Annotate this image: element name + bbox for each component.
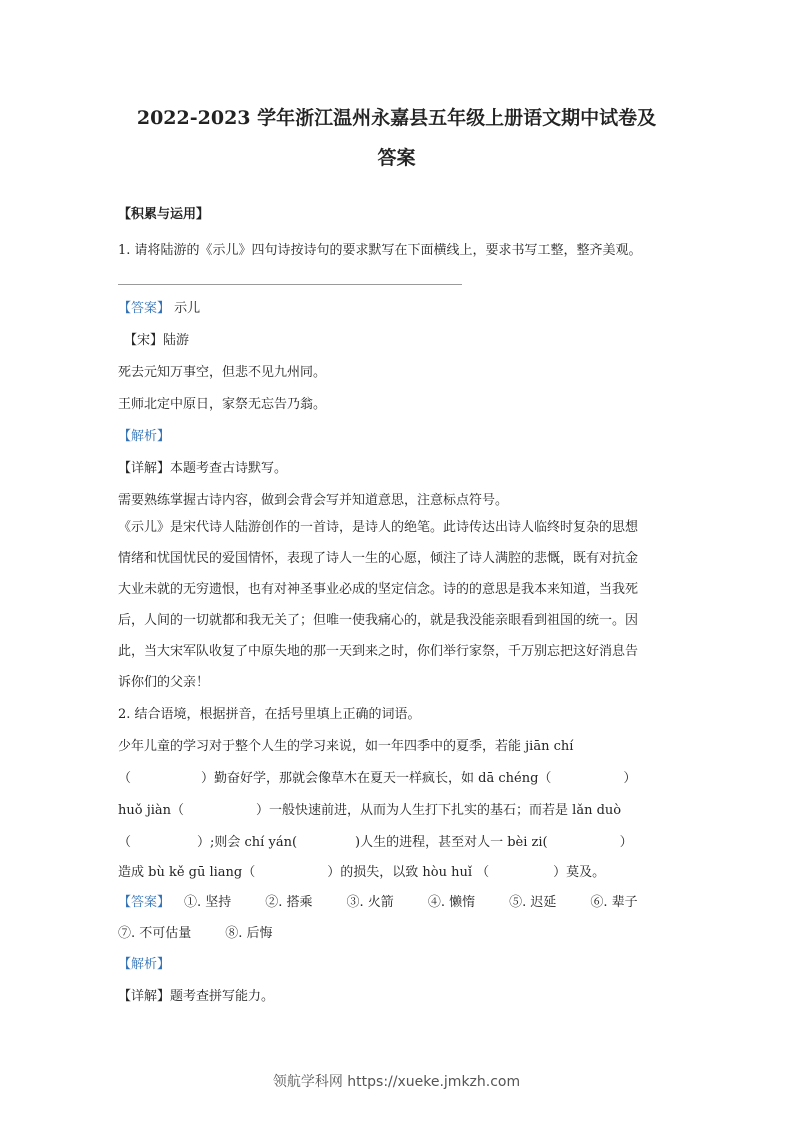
q1-note: 需要熟练掌握古诗内容，做到会背会写并知道意思，注意标点符号。 bbox=[118, 493, 509, 508]
document-title-line1: 2022-2023 学年浙江温州永嘉县五年级上册语文期中试卷及 bbox=[136, 107, 657, 129]
answer-tag: 【答案】 bbox=[118, 895, 171, 910]
section-heading: 【积累与运用】 bbox=[118, 207, 210, 222]
footer-watermark: 领航学科网 https://xueke.jmkzh.com bbox=[272, 1074, 521, 1090]
q2-answers-row bbox=[118, 893, 638, 913]
q2-passage-line: （ ）;则会 chí yán( )人生的进程，甚至对人一 bèi zi( ） bbox=[118, 835, 633, 850]
answer-poem-title: 示儿 bbox=[174, 301, 201, 316]
q2-answers-row bbox=[118, 924, 273, 944]
q1-detail: 【详解】本题考查古诗默写。 bbox=[118, 461, 288, 476]
answer-tag: 【答案】 bbox=[118, 301, 171, 316]
answer-item: ②. 搭乘 bbox=[265, 895, 313, 910]
answer-line bbox=[118, 284, 462, 285]
explain-line: 此，当大宋军队收复了中原失地的那一天到来之时，你们举行家祭，千万别忘把这好消息告 bbox=[118, 644, 639, 659]
answer-item: ⑥. 辈子 bbox=[590, 895, 638, 910]
explain-line: 诉你们的父亲！ bbox=[118, 675, 210, 690]
answer-item: ③. 火箭 bbox=[346, 895, 394, 910]
analysis-tag: 【解析】 bbox=[118, 429, 171, 444]
explain-line: 情绪和忧国忧民的爱国情怀，表现了诗人一生的心愿，倾注了诗人满腔的悲慨，既有对抗金 bbox=[118, 551, 639, 566]
question-2: 2. 结合语境，根据拼音，在括号里填上正确的词语。 bbox=[118, 707, 421, 722]
analysis-tag: 【解析】 bbox=[118, 957, 171, 972]
q1-answer bbox=[118, 299, 200, 319]
q2-passage-line: 少年儿童的学习对于整个人生的学习来说，如一年四季中的夏季，若能 jiān chí bbox=[118, 739, 574, 754]
poem-line-1: 死去元知万事空，但悲不见九州同。 bbox=[118, 365, 327, 380]
explain-line: 《示儿》是宋代诗人陆游创作的一首诗，是诗人的绝笔。此诗传达出诗人临终时复杂的思想 bbox=[118, 520, 639, 535]
q2-passage-line: huǒ jiàn（ ）一般快速前进，从而为人生打下扎实的基石；而若是 lǎn duò bbox=[118, 803, 622, 818]
document-title-line2: 答案 bbox=[377, 147, 416, 169]
poem-line-2: 王师北定中原日，家祭无忘告乃翁。 bbox=[118, 397, 327, 412]
q2-detail: 【详解】题考查拼写能力。 bbox=[118, 989, 275, 1004]
answer-item: ⑧. 后悔 bbox=[225, 926, 273, 941]
answer-item: ④. 懒惰 bbox=[427, 895, 476, 910]
q2-passage-line: （ ）勤奋好学，那就会像草木在夏天一样疯长，如 dā chéng（ ） bbox=[118, 771, 637, 786]
explain-line: 大业未就的无穷遗恨，也有对神圣事业必成的坚定信念。诗的的意思是我本来知道，当我死 bbox=[118, 582, 639, 597]
poem-author: 【宋】陆游 bbox=[124, 333, 190, 348]
answer-item: ①. 坚持 bbox=[184, 895, 232, 910]
question-1: 1. 请将陆游的《示儿》四句诗按诗句的要求默写在下面横线上，要求书写工整，整齐美观。 bbox=[118, 243, 642, 258]
explain-line: 后，人间的一切就都和我无关了；但唯一使我痛心的，就是我没能亲眼看到祖国的统一。因 bbox=[118, 613, 639, 628]
answer-item: ⑦. 不可估量 bbox=[118, 926, 192, 941]
answer-item: ⑤. 迟延 bbox=[509, 895, 557, 910]
q2-passage-line: 造成 bù kě gū liang（ ）的损失，以致 hòu huǐ （ ）莫及。 bbox=[118, 865, 606, 880]
